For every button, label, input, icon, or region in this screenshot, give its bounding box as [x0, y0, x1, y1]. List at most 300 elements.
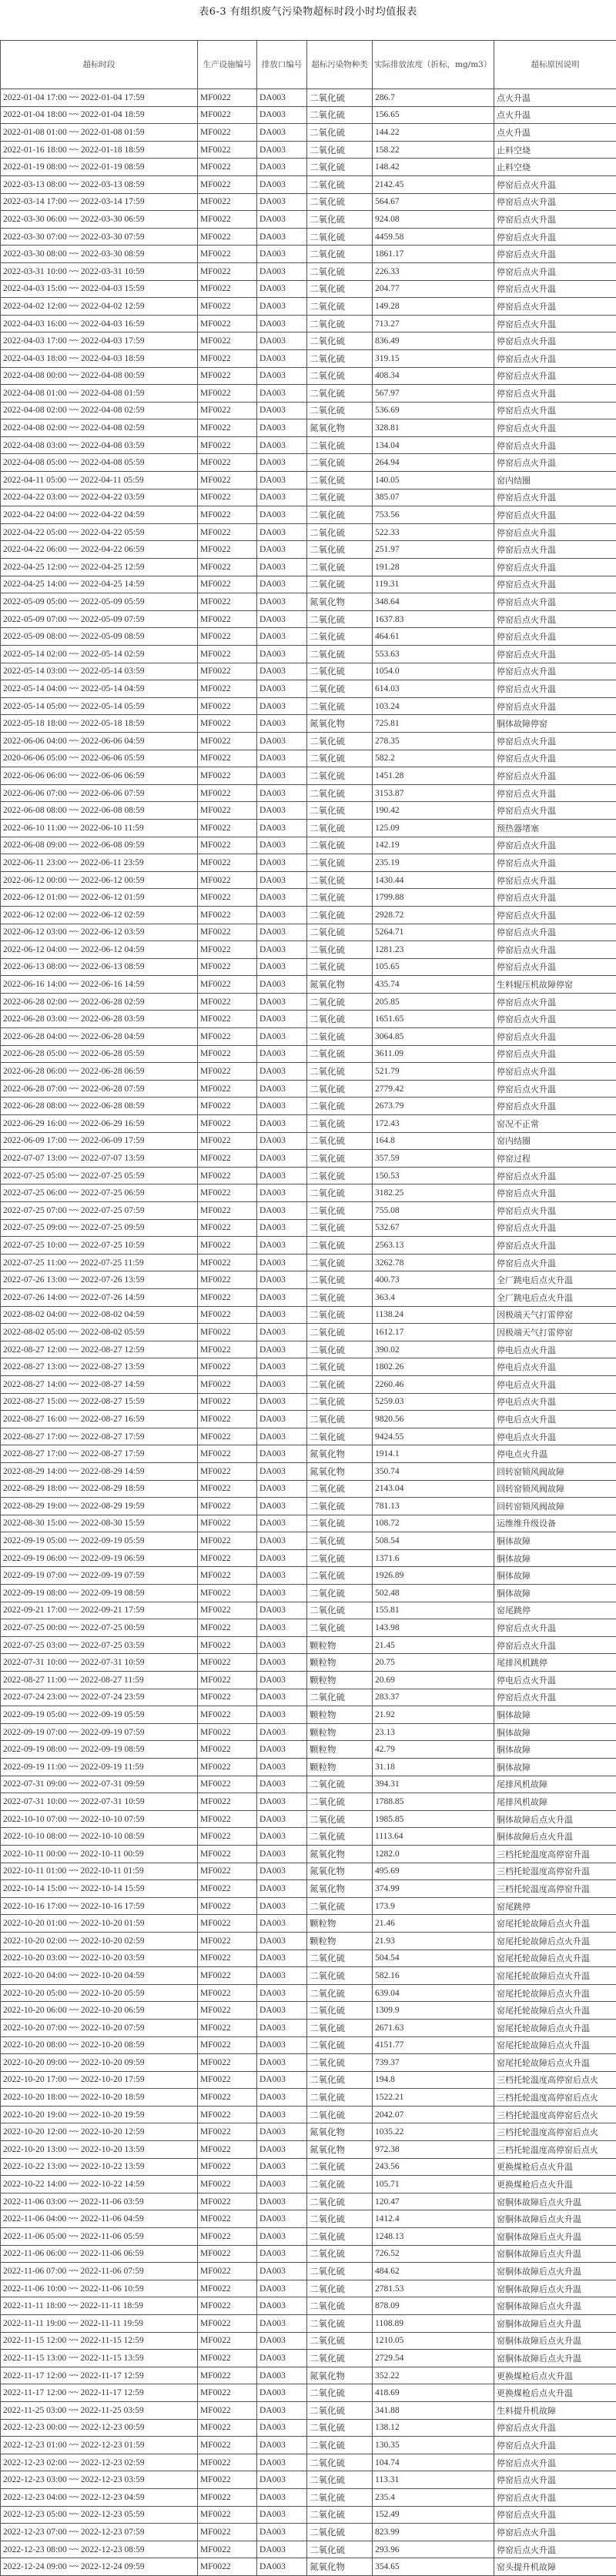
- cell-pollutant-type: 二氧化硫: [307, 2071, 373, 2089]
- cell-time-period: 2022-09-19 08:00 ~~ 2022-09-19 08:59: [1, 1741, 198, 1759]
- cell-pollutant-type: 颗粒物: [307, 1706, 373, 1724]
- cell-concentration: 1914.1: [373, 1445, 494, 1463]
- cell-pollutant-type: 二氧化硫: [307, 1045, 373, 1063]
- cell-concentration: 125.09: [373, 819, 494, 837]
- cell-facility-id: MF0022: [198, 1306, 257, 1324]
- cell-outlet-id: DA003: [257, 193, 307, 211]
- cell-reason: 停窑后点火升温: [494, 523, 616, 541]
- cell-reason: 停窑后点火升温: [494, 1098, 616, 1115]
- cell-outlet-id: DA003: [257, 2350, 307, 2367]
- cell-pollutant-type: 二氧化硫: [307, 2089, 373, 2107]
- cell-concentration: 2042.07: [373, 2106, 494, 2123]
- cell-reason: 停窑后点火升温: [494, 2524, 616, 2541]
- table-row: [1, 2158, 616, 2176]
- cell-reason: 停窑后点火升温: [494, 628, 616, 646]
- cell-time-period: 2022-09-19 05:00 ~~ 2022-09-19 05:59: [1, 1706, 198, 1724]
- cell-facility-id: MF0022: [198, 1585, 257, 1602]
- cell-facility-id: MF0022: [198, 1828, 257, 1846]
- cell-facility-id: MF0022: [198, 924, 257, 941]
- cell-facility-id: MF0022: [198, 124, 257, 142]
- cell-concentration: 726.52: [373, 2245, 494, 2263]
- table-row: [1, 1967, 616, 1985]
- cell-concentration: 1371.6: [373, 1549, 494, 1567]
- cell-time-period: 2022-11-11 19:00 ~~ 2022-11-11 19:59: [1, 2315, 198, 2333]
- cell-concentration: 3182.25: [373, 1184, 494, 1202]
- table-row: [1, 1167, 616, 1184]
- cell-outlet-id: DA003: [257, 2228, 307, 2246]
- cell-reason: 全厂跳电后点火升温: [494, 1288, 616, 1306]
- table-row: [1, 1324, 616, 1341]
- table-row: [1, 837, 616, 854]
- cell-outlet-id: DA003: [257, 489, 307, 506]
- cell-pollutant-type: 二氧化硫: [307, 697, 373, 715]
- cell-facility-id: MF0022: [198, 2036, 257, 2054]
- table-row: [1, 106, 616, 124]
- cell-concentration: 363.4: [373, 1288, 494, 1306]
- table-row: [1, 854, 616, 872]
- table-row: [1, 2524, 616, 2541]
- cell-outlet-id: DA003: [257, 750, 307, 767]
- cell-facility-id: MF0022: [198, 2437, 257, 2454]
- cell-time-period: 2022-10-10 08:00 ~~ 2022-10-10 08:59: [1, 1828, 198, 1846]
- cell-facility-id: MF0022: [198, 1915, 257, 1933]
- cell-time-period: 2020-06-06 05:00 ~~ 2022-06-06 05:59: [1, 750, 198, 767]
- cell-time-period: 2022-04-03 18:00 ~~ 2022-04-03 18:59: [1, 349, 198, 367]
- cell-facility-id: MF0022: [198, 1202, 257, 1220]
- cell-time-period: 2022-10-20 13:00 ~~ 2022-10-20 13:59: [1, 2141, 198, 2159]
- cell-pollutant-type: 二氧化硫: [307, 2437, 373, 2454]
- cell-facility-id: MF0022: [198, 2315, 257, 2333]
- table-row: [1, 1358, 616, 1376]
- cell-concentration: 2729.54: [373, 2350, 494, 2367]
- cell-time-period: 2022-12-23 02:00 ~~ 2022-12-23 02:59: [1, 2454, 198, 2471]
- cell-time-period: 2022-08-27 12:00 ~~ 2022-08-27 12:59: [1, 1341, 198, 1358]
- cell-facility-id: MF0022: [198, 576, 257, 593]
- cell-concentration: 138.12: [373, 2419, 494, 2437]
- cell-outlet-id: DA003: [257, 2123, 307, 2141]
- cell-concentration: 639.04: [373, 1984, 494, 2002]
- cell-outlet-id: DA003: [257, 2297, 307, 2315]
- table-row: [1, 489, 616, 506]
- cell-pollutant-type: 氮氧化物: [307, 976, 373, 994]
- cell-reason: 三档托轮温度高停窑后点火: [494, 2141, 616, 2159]
- table-row: [1, 819, 616, 837]
- cell-pollutant-type: 二氧化硫: [307, 1984, 373, 2002]
- cell-outlet-id: DA003: [257, 2019, 307, 2036]
- cell-outlet-id: DA003: [257, 1706, 307, 1724]
- cell-concentration: 408.34: [373, 367, 494, 385]
- cell-outlet-id: DA003: [257, 697, 307, 715]
- cell-reason: 停窑后点火升温: [494, 767, 616, 785]
- cell-time-period: 2022-04-22 05:00 ~~ 2022-04-22 05:59: [1, 523, 198, 541]
- cell-facility-id: MF0022: [198, 2071, 257, 2089]
- cell-time-period: 2022-04-08 00:00 ~~ 2022-04-08 00:59: [1, 367, 198, 385]
- cell-pollutant-type: 二氧化硫: [307, 2332, 373, 2350]
- cell-facility-id: MF0022: [198, 2332, 257, 2350]
- cell-time-period: 2022-06-12 01:00 ~~ 2022-06-12 01:59: [1, 889, 198, 907]
- cell-concentration: 354.65: [373, 2558, 494, 2576]
- cell-pollutant-type: 二氧化硫: [307, 732, 373, 750]
- cell-facility-id: MF0022: [198, 141, 257, 159]
- cell-facility-id: MF0022: [198, 1098, 257, 1115]
- table-row: [1, 1897, 616, 1915]
- cell-concentration: 385.07: [373, 489, 494, 506]
- cell-outlet-id: DA003: [257, 1341, 307, 1358]
- table-row: [1, 1254, 616, 1271]
- cell-pollutant-type: 颗粒物: [307, 1636, 373, 1654]
- cell-time-period: 2022-06-28 06:00 ~~ 2022-06-28 06:59: [1, 1063, 198, 1081]
- cell-concentration: 264.94: [373, 454, 494, 472]
- cell-pollutant-type: 二氧化硫: [307, 2228, 373, 2246]
- cell-time-period: 2022-05-09 08:00 ~~ 2022-05-09 08:59: [1, 628, 198, 646]
- cell-time-period: 2022-06-06 06:00 ~~ 2022-06-06 06:59: [1, 767, 198, 785]
- cell-pollutant-type: 二氧化硫: [307, 1689, 373, 1706]
- cell-outlet-id: DA003: [257, 715, 307, 733]
- cell-facility-id: MF0022: [198, 958, 257, 976]
- cell-time-period: 2022-07-25 06:00 ~~ 2022-07-25 06:59: [1, 1184, 198, 1202]
- cell-reason: 窑尾托轮故障后点火升温: [494, 2054, 616, 2072]
- cell-pollutant-type: 二氧化硫: [307, 2019, 373, 2036]
- cell-outlet-id: DA003: [257, 2263, 307, 2280]
- cell-reason: 停窑后点火升温: [494, 1080, 616, 1098]
- cell-reason: 停电后点火升温: [494, 1428, 616, 1445]
- cell-outlet-id: DA003: [257, 2454, 307, 2471]
- cell-outlet-id: DA003: [257, 349, 307, 367]
- table-row: [1, 1098, 616, 1115]
- cell-pollutant-type: 二氧化硫: [307, 889, 373, 907]
- cell-time-period: 2022-07-25 05:00 ~~ 2022-07-25 05:59: [1, 1167, 198, 1184]
- cell-time-period: 2022-08-27 17:00 ~~ 2022-08-27 17:59: [1, 1428, 198, 1445]
- cell-time-period: 2022-11-06 07:00 ~~ 2022-11-06 07:59: [1, 2263, 198, 2280]
- cell-reason: 停窑后点火升温: [494, 1219, 616, 1237]
- cell-pollutant-type: 二氧化硫: [307, 2263, 373, 2280]
- cell-reason: 停窑后点火升温: [494, 593, 616, 611]
- cell-facility-id: MF0022: [198, 472, 257, 489]
- cell-concentration: 713.27: [373, 315, 494, 332]
- cell-outlet-id: DA003: [257, 1515, 307, 1532]
- cell-pollutant-type: 二氧化硫: [307, 211, 373, 229]
- cell-time-period: 2022-10-20 02:00 ~~ 2022-10-20 02:59: [1, 1932, 198, 1950]
- table-row: [1, 871, 616, 889]
- cell-pollutant-type: 二氧化硫: [307, 1585, 373, 1602]
- cell-outlet-id: DA003: [257, 1863, 307, 1880]
- cell-time-period: 2022-06-12 02:00 ~~ 2022-06-12 02:59: [1, 906, 198, 924]
- cell-concentration: 149.28: [373, 298, 494, 316]
- cell-outlet-id: DA003: [257, 1932, 307, 1950]
- cell-pollutant-type: 二氧化硫: [307, 819, 373, 837]
- cell-pollutant-type: 二氧化硫: [307, 1288, 373, 1306]
- table-row: [1, 2106, 616, 2123]
- cell-facility-id: MF0022: [198, 2263, 257, 2280]
- cell-concentration: 1248.13: [373, 2228, 494, 2246]
- cell-outlet-id: DA003: [257, 646, 307, 663]
- cell-concentration: 142.19: [373, 837, 494, 854]
- cell-pollutant-type: 二氧化硫: [307, 454, 373, 472]
- table-row: [1, 349, 616, 367]
- cell-facility-id: MF0022: [198, 941, 257, 959]
- cell-pollutant-type: 二氧化硫: [307, 124, 373, 142]
- cell-reason: 窑尾托轮故障后点火升温: [494, 1932, 616, 1950]
- cell-reason: 停窑后点火升温: [494, 1254, 616, 1271]
- cell-pollutant-type: 氮氧化物: [307, 1845, 373, 1863]
- table-row: [1, 1028, 616, 1046]
- cell-facility-id: MF0022: [198, 2176, 257, 2193]
- cell-reason: 停电点火升温: [494, 1445, 616, 1463]
- cell-time-period: 2022-07-25 03:00 ~~ 2022-07-25 03:59: [1, 1636, 198, 1654]
- cell-reason: 窑内结圈: [494, 472, 616, 489]
- cell-concentration: 23.13: [373, 1723, 494, 1741]
- cell-pollutant-type: 二氧化硫: [307, 1237, 373, 1255]
- cell-facility-id: MF0022: [198, 106, 257, 124]
- table-row: [1, 767, 616, 785]
- cell-time-period: 2022-11-15 12:00 ~~ 2022-11-15 12:59: [1, 2332, 198, 2350]
- cell-outlet-id: DA003: [257, 628, 307, 646]
- cell-reason: 停窑后点火升温: [494, 958, 616, 976]
- table-row: [1, 1150, 616, 1168]
- cell-facility-id: MF0022: [198, 1184, 257, 1202]
- cell-reason: 停窑后点火升温: [494, 889, 616, 907]
- cell-pollutant-type: 二氧化硫: [307, 385, 373, 403]
- cell-time-period: 2022-04-03 17:00 ~~ 2022-04-03 17:59: [1, 332, 198, 350]
- table-row: [1, 2141, 616, 2159]
- cell-outlet-id: DA003: [257, 784, 307, 802]
- table-row: [1, 1950, 616, 1967]
- cell-concentration: 105.65: [373, 958, 494, 976]
- cell-time-period: 2022-10-22 13:00 ~~ 2022-10-22 13:59: [1, 2158, 198, 2176]
- cell-facility-id: MF0022: [198, 1011, 257, 1028]
- cell-outlet-id: DA003: [257, 1271, 307, 1289]
- cell-time-period: 2022-01-16 18:00 ~~ 2022-01-18 18:59: [1, 141, 198, 159]
- cell-pollutant-type: 氮氧化物: [307, 1863, 373, 1880]
- cell-outlet-id: DA003: [257, 1602, 307, 1619]
- cell-facility-id: MF0022: [198, 993, 257, 1011]
- cell-outlet-id: DA003: [257, 767, 307, 785]
- cell-time-period: 2022-08-29 19:00 ~~ 2022-08-29 19:59: [1, 1498, 198, 1515]
- cell-time-period: 2022-08-27 13:00 ~~ 2022-08-27 13:59: [1, 1358, 198, 1376]
- table-row: [1, 436, 616, 454]
- cell-reason: 窑内结圈: [494, 1132, 616, 1150]
- table-row: [1, 1184, 616, 1202]
- cell-reason: 窑尾托轮故障后点火升温: [494, 2036, 616, 2054]
- cell-reason: 停窑后点火升温: [494, 871, 616, 889]
- cell-time-period: 2022-05-09 07:00 ~~ 2022-05-09 07:59: [1, 610, 198, 628]
- cell-concentration: 1522.21: [373, 2089, 494, 2107]
- cell-time-period: 2022-07-26 13:00 ~~ 2022-07-26 13:59: [1, 1271, 198, 1289]
- cell-time-period: 2022-09-19 11:00 ~~ 2022-09-19 11:59: [1, 1759, 198, 1776]
- cell-outlet-id: DA003: [257, 1689, 307, 1706]
- cell-pollutant-type: 二氧化硫: [307, 1011, 373, 1028]
- cell-facility-id: MF0022: [198, 697, 257, 715]
- table-row: [1, 1793, 616, 1811]
- cell-facility-id: MF0022: [198, 732, 257, 750]
- cell-pollutant-type: 二氧化硫: [307, 1306, 373, 1324]
- table-row: [1, 576, 616, 593]
- cell-outlet-id: DA003: [257, 2141, 307, 2159]
- cell-concentration: 522.33: [373, 523, 494, 541]
- cell-concentration: 286.7: [373, 89, 494, 107]
- table-row: [1, 1115, 616, 1133]
- cell-reason: 窑胴体故障后点火升温: [494, 2297, 616, 2315]
- header-pollutant-type: 超标污染物种类: [307, 41, 373, 89]
- table-header-row: [1, 41, 616, 89]
- cell-facility-id: MF0022: [198, 2367, 257, 2384]
- cell-reason: 停窑后点火升温: [494, 315, 616, 332]
- cell-facility-id: MF0022: [198, 1498, 257, 1515]
- cell-pollutant-type: 二氧化硫: [307, 2524, 373, 2541]
- cell-facility-id: MF0022: [198, 2524, 257, 2541]
- table-row: [1, 2350, 616, 2367]
- cell-pollutant-type: 二氧化硫: [307, 2158, 373, 2176]
- cell-concentration: 1282.0: [373, 1845, 494, 1863]
- cell-concentration: 4459.58: [373, 228, 494, 246]
- cell-outlet-id: DA003: [257, 1793, 307, 1811]
- cell-pollutant-type: 二氧化硫: [307, 1202, 373, 1220]
- cell-time-period: 2022-06-28 05:00 ~~ 2022-06-28 05:59: [1, 1045, 198, 1063]
- cell-outlet-id: DA003: [257, 124, 307, 142]
- cell-concentration: 226.33: [373, 262, 494, 280]
- cell-reason: 胴体故障: [494, 1706, 616, 1724]
- cell-facility-id: MF0022: [198, 315, 257, 332]
- cell-reason: 更换煤枪后点火升温: [494, 2176, 616, 2193]
- cell-concentration: 1985.85: [373, 1810, 494, 1828]
- cell-outlet-id: DA003: [257, 1636, 307, 1654]
- cell-pollutant-type: 二氧化硫: [307, 1098, 373, 1115]
- cell-time-period: 2022-10-11 01:00 ~~ 2022-10-11 01:59: [1, 1863, 198, 1880]
- cell-time-period: 2022-06-28 08:00 ~~ 2022-06-28 08:59: [1, 1098, 198, 1115]
- cell-reason: 运维维升级设备: [494, 1515, 616, 1532]
- cell-time-period: 2022-06-12 03:00 ~~ 2022-06-12 03:59: [1, 924, 198, 941]
- cell-outlet-id: DA003: [257, 663, 307, 680]
- cell-concentration: 374.99: [373, 1880, 494, 1898]
- cell-time-period: 2022-11-06 06:00 ~~ 2022-11-06 06:59: [1, 2245, 198, 2263]
- table-row: [1, 2071, 616, 2089]
- cell-facility-id: MF0022: [198, 1393, 257, 1411]
- cell-pollutant-type: 二氧化硫: [307, 559, 373, 576]
- table-row: [1, 246, 616, 263]
- cell-facility-id: MF0022: [198, 2106, 257, 2123]
- cell-time-period: 2022-12-23 05:00 ~~ 2022-12-23 05:59: [1, 2506, 198, 2524]
- cell-facility-id: MF0022: [198, 1358, 257, 1376]
- cell-reason: 停电后点火升温: [494, 1393, 616, 1411]
- cell-pollutant-type: 二氧化硫: [307, 349, 373, 367]
- cell-facility-id: MF0022: [198, 1863, 257, 1880]
- cell-concentration: 172.43: [373, 1115, 494, 1133]
- cell-concentration: 283.37: [373, 1689, 494, 1706]
- cell-pollutant-type: 二氧化硫: [307, 1950, 373, 1967]
- table-row: [1, 2089, 616, 2107]
- cell-pollutant-type: 二氧化硫: [307, 2036, 373, 2054]
- cell-time-period: 2022-11-06 04:00 ~~ 2022-11-06 04:59: [1, 2210, 198, 2228]
- cell-reason: 窑况不正常: [494, 1115, 616, 1133]
- cell-outlet-id: DA003: [257, 2054, 307, 2072]
- cell-outlet-id: DA003: [257, 854, 307, 872]
- cell-pollutant-type: 二氧化硫: [307, 1150, 373, 1168]
- cell-facility-id: MF0022: [198, 541, 257, 559]
- cell-outlet-id: DA003: [257, 2210, 307, 2228]
- cell-reason: 窑尾托轮故障后点火升温: [494, 1984, 616, 2002]
- cell-facility-id: MF0022: [198, 1793, 257, 1811]
- cell-concentration: 924.08: [373, 211, 494, 229]
- table-row: [1, 124, 616, 142]
- cell-reason: 三档托轮温度高停窑后点火: [494, 2071, 616, 2089]
- cell-pollutant-type: 二氧化硫: [307, 175, 373, 193]
- cell-reason: 停窑后点火升温: [494, 1237, 616, 1255]
- cell-reason: 窑尾托轮故障后点火升温: [494, 1915, 616, 1933]
- cell-concentration: 2142.45: [373, 175, 494, 193]
- cell-pollutant-type: 二氧化硫: [307, 541, 373, 559]
- cell-outlet-id: DA003: [257, 246, 307, 263]
- cell-reason: 停窑后点火升温: [494, 610, 616, 628]
- cell-reason: 胴体故障: [494, 1759, 616, 1776]
- cell-facility-id: MF0022: [198, 2193, 257, 2210]
- cell-reason: 停电后点火升温: [494, 1375, 616, 1393]
- cell-facility-id: MF0022: [198, 715, 257, 733]
- table-row: [1, 889, 616, 907]
- cell-outlet-id: DA003: [257, 1498, 307, 1515]
- cell-reason: 止料空烧: [494, 141, 616, 159]
- cell-concentration: 1138.24: [373, 1306, 494, 1324]
- cell-time-period: 2022-09-19 07:00 ~~ 2022-09-19 07:59: [1, 1723, 198, 1741]
- table-row: [1, 1654, 616, 1672]
- cell-pollutant-type: 氮氧化物: [307, 2558, 373, 2576]
- table-row: [1, 2280, 616, 2297]
- header-concentration: 实际排放浓度（折标，mg/m3）: [373, 41, 494, 89]
- table-row: [1, 419, 616, 437]
- cell-outlet-id: DA003: [257, 1915, 307, 1933]
- cell-outlet-id: DA003: [257, 2071, 307, 2089]
- cell-reason: 胴体故障后点火升温: [494, 1828, 616, 1846]
- cell-time-period: 2022-06-16 14:00 ~~ 2022-06-16 14:59: [1, 976, 198, 994]
- cell-concentration: 148.42: [373, 159, 494, 176]
- cell-facility-id: MF0022: [198, 1549, 257, 1567]
- header-outlet-id: 排放口编号: [257, 41, 307, 89]
- cell-facility-id: MF0022: [198, 663, 257, 680]
- cell-reason: 停窑后点火升温: [494, 349, 616, 367]
- cell-pollutant-type: 氮氧化物: [307, 715, 373, 733]
- cell-time-period: 2022-08-27 17:00 ~~ 2022-08-27 17:59: [1, 1445, 198, 1463]
- table-row: [1, 211, 616, 229]
- cell-facility-id: MF0022: [198, 211, 257, 229]
- cell-facility-id: MF0022: [198, 2054, 257, 2072]
- cell-concentration: 582.2: [373, 750, 494, 767]
- cell-reason: 窑胴体故障后点火升温: [494, 2350, 616, 2367]
- cell-pollutant-type: 二氧化硫: [307, 924, 373, 941]
- table-row: [1, 159, 616, 176]
- cell-pollutant-type: 二氧化硫: [307, 2506, 373, 2524]
- cell-outlet-id: DA003: [257, 941, 307, 959]
- table-row: [1, 1237, 616, 1255]
- cell-time-period: 2022-06-28 02:00 ~~ 2022-06-28 02:59: [1, 993, 198, 1011]
- cell-facility-id: MF0022: [198, 1375, 257, 1393]
- cell-facility-id: MF0022: [198, 2158, 257, 2176]
- cell-concentration: 108.72: [373, 1515, 494, 1532]
- cell-concentration: 1861.17: [373, 246, 494, 263]
- cell-time-period: 2022-11-11 18:00 ~~ 2022-11-11 18:59: [1, 2297, 198, 2315]
- cell-time-period: 2022-12-23 07:00 ~~ 2022-12-23 07:59: [1, 2524, 198, 2541]
- cell-outlet-id: DA003: [257, 402, 307, 419]
- cell-concentration: 9424.55: [373, 1428, 494, 1445]
- cell-outlet-id: DA003: [257, 2002, 307, 2020]
- cell-pollutant-type: 二氧化硫: [307, 1619, 373, 1637]
- cell-pollutant-type: 二氧化硫: [307, 906, 373, 924]
- cell-pollutant-type: 二氧化硫: [307, 646, 373, 663]
- table-row: [1, 1011, 616, 1028]
- cell-time-period: 2022-12-23 08:00 ~~ 2022-12-23 08:59: [1, 2541, 198, 2558]
- cell-time-period: 2022-03-30 06:00 ~~ 2022-03-30 06:59: [1, 211, 198, 229]
- cell-pollutant-type: 氮氧化物: [307, 419, 373, 437]
- table-row: [1, 2401, 616, 2419]
- cell-facility-id: MF0022: [198, 262, 257, 280]
